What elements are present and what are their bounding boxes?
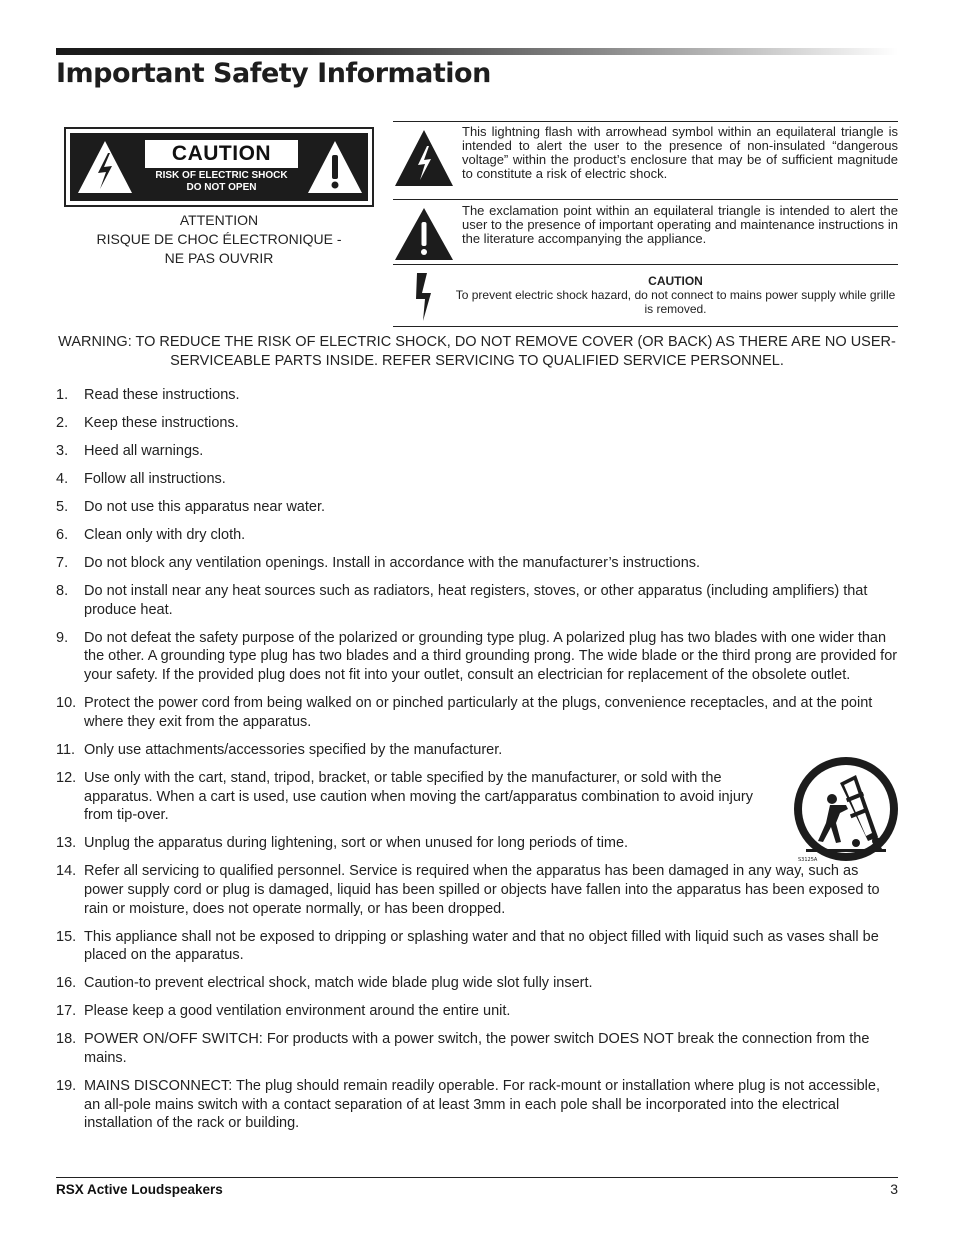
list-item: 12. Use only with the cart, stand, tripod, bracket, or table specified by the manufacturer, or sold with the apparatus. When a cart is used, use caution when moving the cart/apparatus combination to avoid injury from tip-over. [56,769,753,824]
caution-label-heading: CAUTION [145,140,298,168]
list-item: 17. Please keep a good ventilation environment around the entire unit. [56,1003,511,1020]
list-item: 8. Do not install near any heat sources such as radiators, heat registers, stoves, or other apparatus (including amplifiers) that produce heat. [56,583,868,618]
caution-label-line1: RISK OF ELECTRIC SHOCK [155,170,288,181]
exclamation-symbol-text: The exclamation point within an equilateral triangle is intended to alert the user to the presence of important operating and maintenance instructions in the literature accompanying the appliance. [462,203,898,246]
list-item: 7. Do not block any ventilation openings. Install in accordance with the manufacturer’s instructions. [56,555,701,571]
list-item: 2. Keep these instructions. [56,415,239,431]
header-rule [56,48,898,55]
list-item: 6. Clean only with dry cloth. [56,527,246,543]
caution-label [64,127,374,207]
list-item: 9. Do not defeat the safety purpose of the polarized or grounding type plug. A polarized plug has two blades with one wider than the other. A grounding type plug has two blades and a third grounding prong. The wide blade or the third prong are provided for your safety. If the provided plug does not fit into your outlet, consult an electrician for replacement of the obsolete outlet. [56,629,898,684]
lightning-triangle-icon [393,128,455,188]
warning-text: WARNING: TO REDUCE THE RISK OF ELECTRIC SHOCK, DO NOT REMOVE COVER (OR BACK) AS THERE ARE NO USER-SERVICEABLE PARTS INSIDE. REFER SERVICING TO QUALIFIED SERVICE PERSONNEL. [58,334,896,369]
attention-french [64,211,374,268]
list-item: 11. Only use attachments/accessories specified by the manufacturer. [56,741,503,758]
grille-caution [453,274,898,316]
list-item: 15. This appliance shall not be exposed to dripping or splashing water and that no object filled with liquid such as vases shall be placed on the apparatus. [56,928,879,964]
lightning-bolt-icon [413,271,437,323]
attention-line1: ATTENTION [179,212,259,228]
footer-product: RSX Active Loudspeakers [56,1182,223,1197]
list-item: 5. Do not use this apparatus near water. [56,499,326,515]
caution-label-line2: DO NOT OPEN [186,182,257,193]
exclamation-triangle-icon [306,139,364,195]
exclamation-triangle-icon [393,206,455,262]
grille-caution-row [393,264,898,327]
exclamation-symbol-row [393,199,898,264]
list-item: 3. Heed all warnings. [56,443,204,459]
symbols-bottom-rule [393,326,898,327]
attention-line3: NE PAS OUVRIR [164,250,274,266]
list-item: 19. MAINS DISCONNECT: The plug should remain readily operable. For rack-mount or installation where plug is not accessible, an all-pole mains switch with a contact separation of at least 3mm in each pole shall be incorporated into the electrical installation of the rack or building. [56,1078,880,1132]
lightning-triangle-icon [76,139,134,195]
instructions-list [56,386,898,1142]
list-item: 18. POWER ON/OFF SWITCH: For products with a power switch, the power switch DOES NOT break the connection from the mains. [56,1031,870,1067]
page-number: 3 [890,1181,898,1197]
list-item: 13. Unplug the apparatus during lightening, sort or when unused for long periods of time. [56,835,629,852]
list-item: 14. Refer all servicing to qualified personnel. Service is required when the apparatus has been damaged in any way, such as power supply cord or plug is damaged, liquid has been spilled or objects have fallen into the apparatus has been exposed to rain or moisture, does not operate normally, or has been dropped. [56,863,880,917]
list-item: 16. Caution-to prevent electrical shock, match wide blade plug wide slot fully insert. [56,975,593,992]
cart-image-code: S3125A [798,857,818,863]
grille-caution-text: To prevent electric shock hazard, do not connect to mains power supply while grille is removed. [455,288,896,316]
cart-tipover-icon [792,757,900,865]
list-item: 4. Follow all instructions. [56,471,226,487]
page-title: Important Safety Information [56,58,491,89]
lightning-symbol-text: This lightning flash with arrowhead symbol within an equilateral triangle is intended to alert the user to the presence of non-insulated “dangerous voltage” within the product’s enclosure that may be of sufficient magnitude to constitute a risk of electric shock. [462,124,898,181]
grille-caution-heading: CAUTION [648,274,703,288]
list-item: 10. Protect the power cord from being walked on or pinched particularly at the plugs, convenience receptacles, and at the point where they exit from the apparatus. [56,695,873,730]
list-item: 1. Read these instructions. [56,387,240,403]
footer-rule [56,1177,898,1178]
lightning-symbol-row [393,121,898,198]
attention-line2: RISQUE DE CHOC ÉLECTRONIQUE - [96,231,342,247]
